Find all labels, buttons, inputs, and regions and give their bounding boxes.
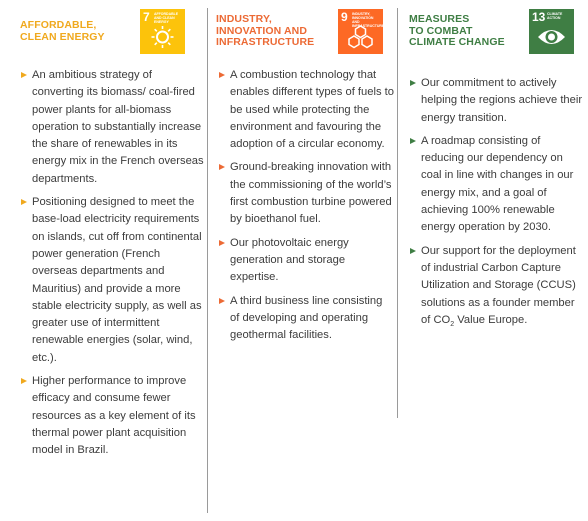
heading-line: AFFORDABLE, bbox=[20, 19, 97, 31]
item-text: Higher performance to improve efficacy and consume fewer resources as a key element of its thermal power plant acquisition model in Brazil. bbox=[32, 375, 196, 457]
heading-line: TO COMBAT bbox=[409, 24, 473, 37]
list-item bbox=[20, 373, 204, 459]
item-text: A third business line consisting of developing and operating geothermal facilities. bbox=[230, 294, 383, 342]
triangle-bullet-icon bbox=[21, 72, 27, 78]
badge-caption: CLIMATE ACTION bbox=[547, 12, 563, 20]
triangle-bullet-icon bbox=[410, 80, 416, 86]
badge-number: 9 bbox=[341, 10, 348, 24]
list-item bbox=[218, 235, 394, 287]
heading-line: MEASURES bbox=[409, 13, 470, 25]
sdg-13-badge bbox=[529, 9, 574, 54]
item-text: Our photovoltaic energy generation and storage expertise. bbox=[230, 236, 349, 284]
item-text: A combustion technology that enables different types of fuels to be used while protecting the environment and favouring the adoption of a circular economy. bbox=[230, 69, 394, 151]
bullet-list bbox=[409, 75, 585, 335]
item-text: Our commitment to actively helping the regions achieve their energy transition. bbox=[421, 77, 583, 124]
list-item bbox=[218, 67, 394, 153]
list-item bbox=[20, 194, 204, 367]
badge-number: 7 bbox=[143, 10, 150, 24]
column-heading bbox=[20, 20, 135, 43]
item-text: Value Europe. bbox=[454, 313, 528, 326]
column-heading bbox=[216, 14, 334, 49]
list-item bbox=[218, 159, 394, 228]
triangle-bullet-icon bbox=[219, 72, 225, 78]
sdg-7-badge bbox=[140, 9, 185, 54]
triangle-bullet-icon bbox=[21, 199, 27, 205]
badge-caption: AFFORDABLE AND CLEAN ENERGY bbox=[154, 12, 179, 24]
item-text: An ambitious strategy of converting its biomass/ coal-fired power plants for all-biomass operation to substantially increase the share of renewables in its energy mix in the French overseas departments. bbox=[32, 69, 204, 185]
column-industry bbox=[208, 0, 398, 521]
list-item bbox=[409, 133, 585, 237]
column-climate bbox=[399, 0, 588, 521]
heading-line: INDUSTRY, bbox=[216, 13, 272, 25]
sun-icon bbox=[140, 9, 185, 54]
heading-line: CLIMATE CHANGE bbox=[409, 36, 505, 48]
list-item bbox=[409, 75, 585, 127]
eye-globe-icon bbox=[529, 9, 574, 54]
triangle-bullet-icon bbox=[410, 248, 416, 254]
bullet-list bbox=[20, 67, 204, 466]
item-text: Positioning designed to meet the base-load electricity requirements on islands, cut off from continental power generation (French overseas departments and Mauritius) and provide a more stable electricity supply, as well as greater use of intermittent renewable energies (solar, wind, etc.). bbox=[32, 196, 202, 364]
badge-caption: INDUSTRY, INNOVATION AND INFRASTRUCTURE bbox=[352, 12, 385, 28]
badge-number: 13 bbox=[532, 10, 546, 24]
list-item bbox=[409, 243, 585, 329]
triangle-bullet-icon bbox=[410, 138, 416, 144]
subscript-text: 2 bbox=[450, 321, 455, 329]
cubes-icon bbox=[338, 9, 383, 54]
column-clean-energy bbox=[0, 0, 207, 521]
item-text: Our support for the deployment of industrial Carbon Capture Utilization and Storage (CCUS) solutions as a founder member of CO bbox=[421, 244, 576, 326]
item-text: A roadmap consisting of reducing our dependency on coal in line with changes in our energy mix, and a goal of achieving 100% renewable energy operation by 2030. bbox=[421, 134, 574, 234]
sdg-9-badge bbox=[338, 9, 383, 54]
bullet-list bbox=[218, 67, 394, 350]
heading-line: INNOVATION AND bbox=[216, 24, 308, 37]
triangle-bullet-icon bbox=[21, 378, 27, 384]
list-item bbox=[218, 293, 394, 345]
list-item bbox=[20, 67, 204, 188]
heading-line: CLEAN ENERGY bbox=[20, 30, 105, 43]
item-text: Ground-breaking innovation with the commissioning of the world’s first combustion turbine powered by bioethanol fuel. bbox=[230, 161, 392, 226]
triangle-bullet-icon bbox=[219, 240, 225, 246]
heading-line: INFRASTRUCTURE bbox=[216, 36, 315, 48]
triangle-bullet-icon bbox=[219, 164, 225, 170]
triangle-bullet-icon bbox=[219, 298, 225, 304]
column-heading bbox=[409, 14, 527, 49]
